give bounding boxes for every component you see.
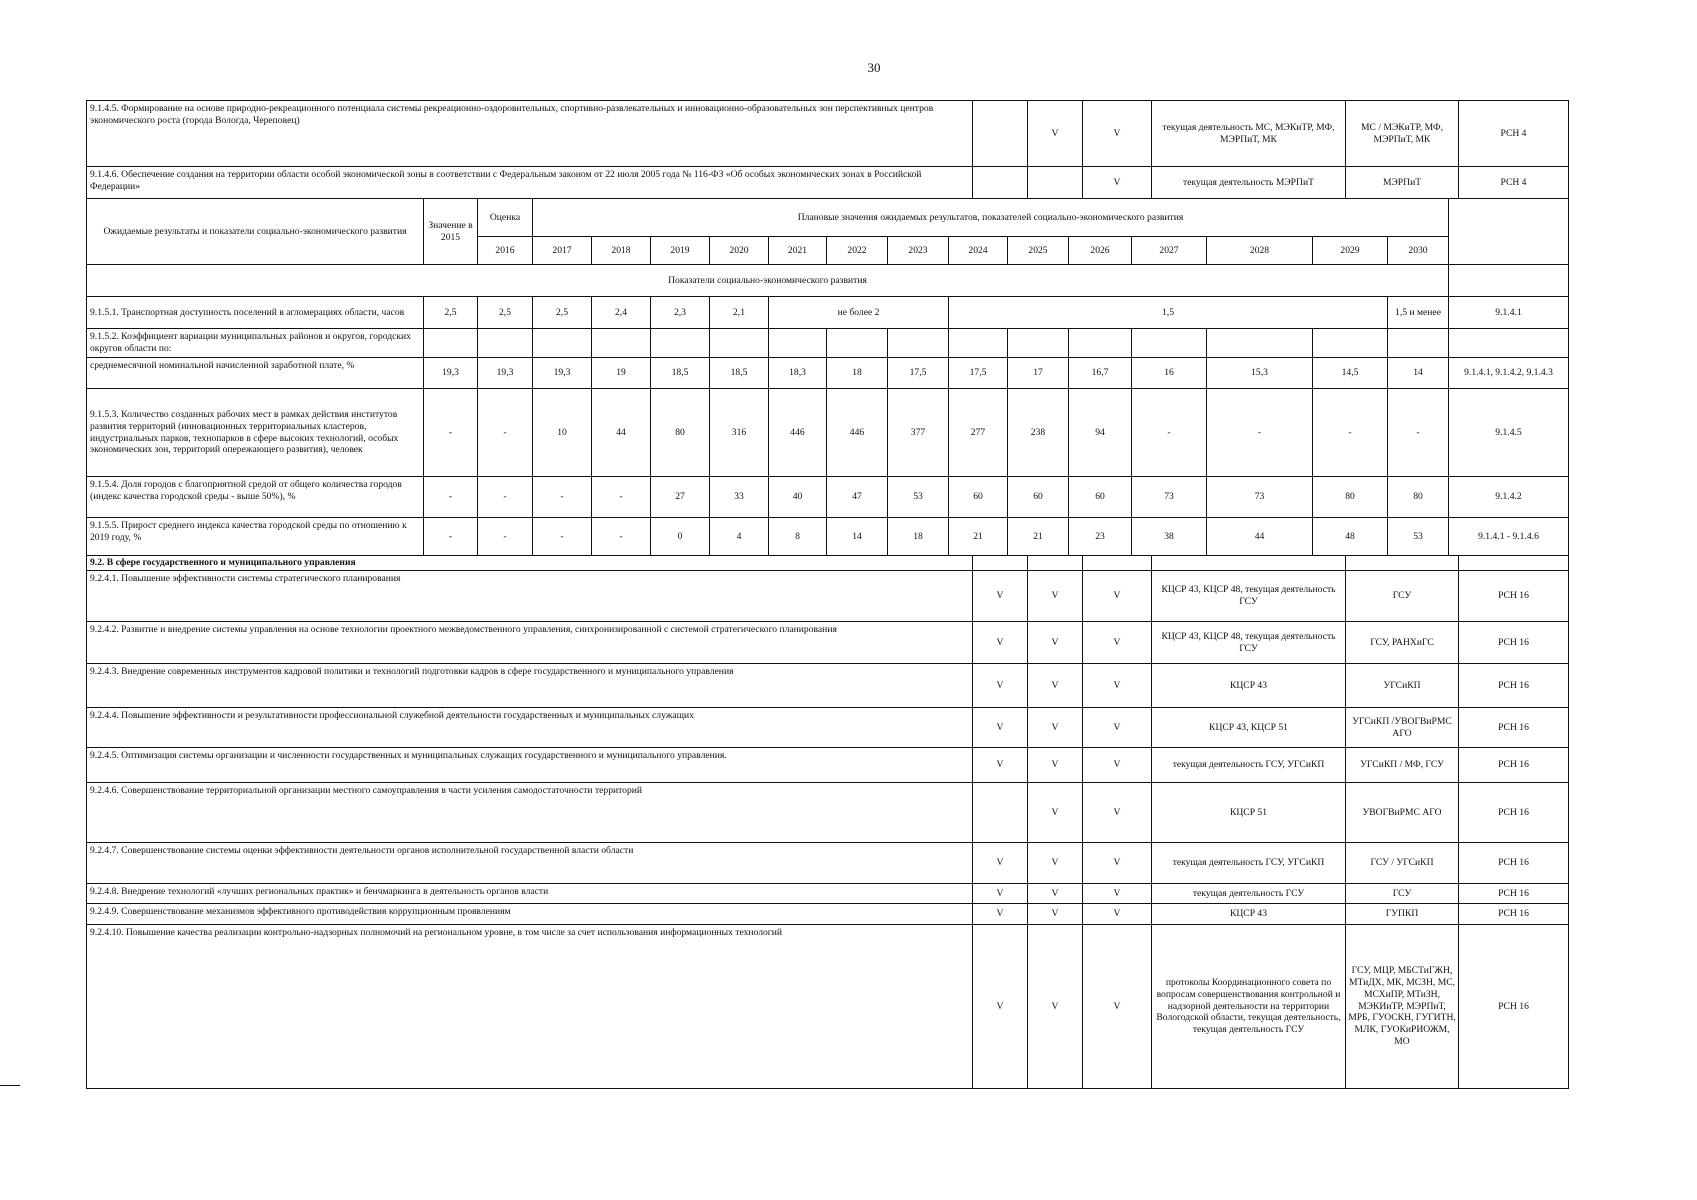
ind-9-1-5-1-ref: 9.1.4.1	[1448, 296, 1569, 329]
year-2019: 2019	[650, 236, 710, 265]
year-2017: 2017	[532, 236, 592, 265]
ind-9-1-5-5-value: -	[532, 517, 592, 556]
measure-9-2-4-8-v2: V	[1027, 883, 1083, 904]
year-2023: 2023	[887, 236, 949, 265]
measure-9-2-4-1-src: КЦСР 43, КЦСР 48, текущая деятельность ГСУ	[1151, 570, 1346, 622]
section-9-2-empty	[1082, 555, 1152, 571]
measure-9-2-4-6-src: КЦСР 51	[1151, 782, 1346, 843]
ind-9-1-5-4-value: 33	[709, 476, 769, 518]
measure-9-2-4-2-v1: V	[972, 621, 1028, 664]
measure-9-2-4-10-code: РСН 16	[1458, 924, 1569, 1089]
ind-9-1-5-4-ref: 9.1.4.2	[1448, 476, 1569, 518]
measure-9-2-4-6-v1	[972, 782, 1028, 843]
ind-9-1-5-2-title: 9.1.5.2. Коэффициент вариации муниципальных районов и округов, городских округов области по:	[86, 328, 424, 358]
measure-9-2-4-9-src: КЦСР 43	[1151, 903, 1346, 925]
ind-9-1-5-5-value: -	[591, 517, 651, 556]
measure-9-2-4-5-resp: УГСиКП / МФ, ГСУ	[1345, 747, 1459, 783]
measure-9-2-4-5-code: РСН 16	[1458, 747, 1569, 783]
ind-9-1-5-2-empty	[1448, 328, 1569, 358]
measure-9-2-4-6-code: РСН 16	[1458, 782, 1569, 843]
ind-9-1-5-5-value: 53	[1387, 517, 1449, 556]
ind-9-1-5-1-merged: 1,5	[948, 296, 1388, 329]
ind-9-1-5-2-empty	[1312, 328, 1388, 358]
ind-9-1-5-1-value: 2,3	[650, 296, 710, 329]
ind-9-1-5-2-empty	[477, 328, 533, 358]
measure-9-1-4-6-v2	[1027, 166, 1083, 199]
measure-9-2-4-1-code: РСН 16	[1458, 570, 1569, 622]
ind-9-1-5-2-value: 15,3	[1206, 357, 1313, 389]
year-2022: 2022	[826, 236, 888, 265]
year-2030: 2030	[1387, 236, 1449, 265]
measure-9-2-4-6-v3: V	[1082, 782, 1152, 843]
ind-9-1-5-4-value: 60	[948, 476, 1008, 518]
ind-9-1-5-2-value: 17	[1007, 357, 1069, 389]
section-9-2-empty	[1151, 555, 1346, 571]
year-2018: 2018	[591, 236, 651, 265]
measure-9-2-4-2-v3: V	[1082, 621, 1152, 664]
measure-9-2-4-1-v3: V	[1082, 570, 1152, 622]
ind-9-1-5-4-value: -	[591, 476, 651, 518]
year-2028: 2028	[1206, 236, 1313, 265]
measure-9-2-4-4-v1: V	[972, 707, 1028, 748]
measure-9-2-4-4-v2: V	[1027, 707, 1083, 748]
ind-9-1-5-2-empty	[948, 328, 1008, 358]
measure-9-2-4-9-v1: V	[972, 903, 1028, 925]
measure-9-2-4-8-v3: V	[1082, 883, 1152, 904]
measure-9-2-4-6-resp: УВОГВиРМС АГО	[1345, 782, 1459, 843]
ind-9-1-5-2-empty	[1007, 328, 1069, 358]
ind-9-1-5-2-empty	[768, 328, 827, 358]
ind-9-1-5-5-value: 48	[1312, 517, 1388, 556]
measure-9-2-4-5-text: 9.2.4.5. Оптимизация системы организации и численности государственных и муниципальных служащих государственного и муниципального управления.	[86, 747, 973, 783]
measure-9-2-4-3-v2: V	[1027, 663, 1083, 708]
ind-9-1-5-3-value: 44	[591, 388, 651, 477]
measure-9-2-4-4-code: РСН 16	[1458, 707, 1569, 748]
ind-9-1-5-3-value: 94	[1068, 388, 1132, 477]
measure-9-2-4-10-v2: V	[1027, 924, 1083, 1089]
measure-9-2-4-9-code: РСН 16	[1458, 903, 1569, 925]
ind-9-1-5-2-label: среднемесячной номинальной начисленной заработной плате, %	[86, 357, 424, 389]
measure-9-2-4-2-resp: ГСУ, РАНХиГС	[1345, 621, 1459, 664]
measure-9-1-4-6-code: РСН 4	[1458, 166, 1569, 199]
ind-9-1-5-2-empty	[826, 328, 888, 358]
ind-9-1-5-1-label: 9.1.5.1. Транспортная доступность поселений в агломерациях области, часов	[86, 296, 424, 329]
ind-9-1-5-2-value: 18	[826, 357, 888, 389]
measure-9-2-4-9-resp: ГУПКП	[1345, 903, 1459, 925]
ind-9-1-5-3-value: 238	[1007, 388, 1069, 477]
measure-9-2-4-5-src: текущая деятельность ГСУ, УГСиКП	[1151, 747, 1346, 783]
ind-9-1-5-1-value: 2,5	[477, 296, 533, 329]
ind-9-1-5-4-value: 73	[1131, 476, 1207, 518]
measure-9-2-4-10-text: 9.2.4.10. Повышение качества реализации контрольно-надзорных полномочий на региональном уровне, в том числе за счет использования информационных технологий	[86, 924, 973, 1089]
section-9-2-empty	[1458, 555, 1569, 571]
ind-9-1-5-4-value: 47	[826, 476, 888, 518]
measure-9-2-4-4-src: КЦСР 43, КЦСР 51	[1151, 707, 1346, 748]
ind-9-1-5-2-value: 18,5	[709, 357, 769, 389]
measure-9-2-4-3-text: 9.2.4.3. Внедрение современных инструментов кадровой политики и технологий подготовки кадров в сфере государственного и муниципального управления	[86, 663, 973, 708]
measure-9-1-4-6-text: 9.1.4.6. Обеспечение создания на территории области особой экономической зоны в соответствии с Федеральным законом от 22 июля 2005 года № 116-ФЗ «Об особых экономических зонах в Российской Федерации»	[86, 166, 973, 199]
measure-9-2-4-2-text: 9.2.4.2. Развитие и внедрение системы управления на основе технологии проектного межведомственного управления, синхронизированной с системой стратегического планирования	[86, 621, 973, 664]
ind-9-1-5-3-value: -	[1131, 388, 1207, 477]
measure-9-1-4-6-src: текущая деятельность МЭРПиТ	[1151, 166, 1346, 199]
year-2026: 2026	[1068, 236, 1132, 265]
ind-9-1-5-5-value: -	[423, 517, 478, 556]
measure-9-1-4-6-v1	[972, 166, 1028, 199]
ind-9-1-5-3-ref: 9.1.4.5	[1448, 388, 1569, 477]
header-estimate: Оценка	[477, 198, 533, 237]
ind-9-1-5-2-empty	[1387, 328, 1449, 358]
measure-9-2-4-3-resp: УГСиКП	[1345, 663, 1459, 708]
ind-9-1-5-2-empty	[709, 328, 769, 358]
ind-9-1-5-1-value: 2,1	[709, 296, 769, 329]
ind-9-1-5-2-value: 19	[591, 357, 651, 389]
ind-9-1-5-1-value: 2,5	[532, 296, 592, 329]
ind-9-1-5-3-value: -	[1387, 388, 1449, 477]
ind-9-1-5-4-value: 60	[1007, 476, 1069, 518]
margin-mark	[0, 1085, 20, 1086]
measure-9-1-4-6-v3: V	[1082, 166, 1152, 199]
ind-9-1-5-5-label: 9.1.5.5. Прирост среднего индекса качества городской среды по отношению к 2019 году, %	[86, 517, 424, 556]
measure-9-2-4-3-v3: V	[1082, 663, 1152, 708]
measure-9-2-4-7-resp: ГСУ / УГСиКП	[1345, 842, 1459, 884]
ind-9-1-5-5-value: 8	[768, 517, 827, 556]
ind-9-1-5-4-value: 60	[1068, 476, 1132, 518]
header-label: Ожидаемые результаты и показатели социально-экономического развития	[86, 198, 424, 265]
section-9-2-empty	[1345, 555, 1459, 571]
year-2025: 2025	[1007, 236, 1069, 265]
ind-9-1-5-2-value: 14,5	[1312, 357, 1388, 389]
ind-9-1-5-2-value: 19,3	[423, 357, 478, 389]
ind-9-1-5-2-empty	[650, 328, 710, 358]
ind-9-1-5-5-value: 18	[887, 517, 949, 556]
ind-9-1-5-5-value: 21	[948, 517, 1008, 556]
ind-9-1-5-3-value: 446	[826, 388, 888, 477]
ind-9-1-5-3-value: 377	[887, 388, 949, 477]
measure-9-2-4-8-code: РСН 16	[1458, 883, 1569, 904]
measure-9-2-4-10-v1: V	[972, 924, 1028, 1089]
measure-9-2-4-1-text: 9.2.4.1. Повышение эффективности системы стратегического планирования	[86, 570, 973, 622]
ind-9-1-5-4-value: 80	[1312, 476, 1388, 518]
measure-9-2-4-1-v1: V	[972, 570, 1028, 622]
measure-9-1-4-5-resp: МС / МЭКиТР, МФ, МЭРПиТ, МК	[1345, 100, 1459, 167]
ind-9-1-5-4-value: 73	[1206, 476, 1313, 518]
measure-9-1-4-5-v3: V	[1082, 100, 1152, 167]
year-2021: 2021	[768, 236, 827, 265]
section-9-2: 9.2. В сфере государственного и муниципального управления	[86, 555, 973, 571]
section-indicators-ref	[1448, 264, 1569, 297]
measure-9-2-4-9-v2: V	[1027, 903, 1083, 925]
ind-9-1-5-5-value: -	[477, 517, 533, 556]
ind-9-1-5-2-empty	[1068, 328, 1132, 358]
ind-9-1-5-3-value: -	[1206, 388, 1313, 477]
measure-9-2-4-7-v3: V	[1082, 842, 1152, 884]
header-planned: Плановые значения ожидаемых результатов, показателей социально-экономического развития	[532, 198, 1449, 237]
year-2027: 2027	[1131, 236, 1207, 265]
ind-9-1-5-4-value: -	[477, 476, 533, 518]
measure-9-2-4-6-text: 9.2.4.6. Совершенствование территориальной организации местного самоуправления в части усиления самодостаточности территорий	[86, 782, 973, 843]
measure-9-1-4-5-v1	[972, 100, 1028, 167]
measure-9-2-4-3-src: КЦСР 43	[1151, 663, 1346, 708]
measure-9-2-4-2-v2: V	[1027, 621, 1083, 664]
ind-9-1-5-3-label: 9.1.5.3. Количество созданных рабочих мест в рамках действия институтов развития территорий (инновационных территориальных кластеров, индустриальных парков, технопарков в сфере высоких технологий, особых экономических зон, территорий опережающего развития), человек	[86, 388, 424, 477]
ind-9-1-5-5-value: 4	[709, 517, 769, 556]
ind-9-1-5-5-value: 21	[1007, 517, 1069, 556]
year-2029: 2029	[1312, 236, 1388, 265]
measure-9-2-4-10-v3: V	[1082, 924, 1152, 1089]
ind-9-1-5-2-ref: 9.1.4.1, 9.1.4.2, 9.1.4.3	[1448, 357, 1569, 389]
measure-9-2-4-5-v2: V	[1027, 747, 1083, 783]
year-2016: 2016	[477, 236, 533, 265]
section-indicators: Показатели социально-экономического развития	[86, 264, 1449, 297]
year-2024: 2024	[948, 236, 1008, 265]
measure-9-2-4-7-v2: V	[1027, 842, 1083, 884]
header-ref	[1448, 198, 1569, 265]
measure-9-2-4-3-v1: V	[972, 663, 1028, 708]
measure-9-1-4-5-src: текущая деятельность МС, МЭКиТР, МФ, МЭРПиТ, МК	[1151, 100, 1346, 167]
measure-9-1-4-6-resp: МЭРПиТ	[1345, 166, 1459, 199]
measure-9-2-4-8-text: 9.2.4.8. Внедрение технологий «лучших региональных практик» и бенчмаркинга в деятельность органов власти	[86, 883, 973, 904]
ind-9-1-5-2-empty	[423, 328, 478, 358]
measure-9-1-4-5-text: 9.1.4.5. Формирование на основе природно-рекреационного потенциала системы рекреационно-оздоровительных, спортивно-развлекательных и инновационно-образовательных зон перспективных центров экономического роста (города Вологда, Череповец)	[86, 100, 973, 167]
ind-9-1-5-2-empty	[532, 328, 592, 358]
strategy-table	[86, 100, 1568, 1088]
ind-9-1-5-2-value: 16,7	[1068, 357, 1132, 389]
ind-9-1-5-3-value: 80	[650, 388, 710, 477]
ind-9-1-5-2-empty	[1131, 328, 1207, 358]
measure-9-2-4-2-code: РСН 16	[1458, 621, 1569, 664]
measure-9-2-4-2-src: КЦСР 43, КЦСР 48, текущая деятельность ГСУ	[1151, 621, 1346, 664]
measure-9-2-4-4-v3: V	[1082, 707, 1152, 748]
ind-9-1-5-4-value: -	[532, 476, 592, 518]
ind-9-1-5-4-value: 27	[650, 476, 710, 518]
measure-9-2-4-1-resp: ГСУ	[1345, 570, 1459, 622]
section-9-2-empty	[972, 555, 1028, 571]
ind-9-1-5-1-merged: не более 2	[768, 296, 949, 329]
ind-9-1-5-2-value: 16	[1131, 357, 1207, 389]
measure-9-2-4-7-src: текущая деятельность ГСУ, УГСиКП	[1151, 842, 1346, 884]
ind-9-1-5-5-value: 44	[1206, 517, 1313, 556]
ind-9-1-5-2-value: 19,3	[532, 357, 592, 389]
ind-9-1-5-3-value: 446	[768, 388, 827, 477]
ind-9-1-5-5-value: 0	[650, 517, 710, 556]
year-2020: 2020	[709, 236, 769, 265]
ind-9-1-5-5-ref: 9.1.4.1 - 9.1.4.6	[1448, 517, 1569, 556]
ind-9-1-5-2-value: 19,3	[477, 357, 533, 389]
ind-9-1-5-3-value: 277	[948, 388, 1008, 477]
ind-9-1-5-3-value: -	[477, 388, 533, 477]
ind-9-1-5-4-value: 40	[768, 476, 827, 518]
measure-9-2-4-7-code: РСН 16	[1458, 842, 1569, 884]
measure-9-2-4-5-v3: V	[1082, 747, 1152, 783]
ind-9-1-5-4-label: 9.1.5.4. Доля городов с благоприятной средой от общего количества городов (индекс качества городской среды - выше 50%), %	[86, 476, 424, 518]
ind-9-1-5-2-value: 17,5	[948, 357, 1008, 389]
ind-9-1-5-1-value: 2,4	[591, 296, 651, 329]
ind-9-1-5-2-value: 14	[1387, 357, 1449, 389]
ind-9-1-5-2-value: 18,5	[650, 357, 710, 389]
ind-9-1-5-4-value: -	[423, 476, 478, 518]
measure-9-2-4-8-src: текущая деятельность ГСУ	[1151, 883, 1346, 904]
measure-9-2-4-8-resp: ГСУ	[1345, 883, 1459, 904]
ind-9-1-5-4-value: 53	[887, 476, 949, 518]
ind-9-1-5-3-value: 316	[709, 388, 769, 477]
measure-9-2-4-6-v2: V	[1027, 782, 1083, 843]
measure-9-2-4-10-src: протоколы Координационного совета по вопросам совершенствования контрольной и надзорной деятельности на территории Вологодской области, текущая деятельность, текущая деятельность ГСУ	[1151, 924, 1346, 1089]
ind-9-1-5-3-value: -	[423, 388, 478, 477]
measure-9-2-4-4-text: 9.2.4.4. Повышение эффективности и результативности профессиональной служебной деятельности государственных и муниципальных служащих	[86, 707, 973, 748]
measure-9-2-4-1-v2: V	[1027, 570, 1083, 622]
ind-9-1-5-2-value: 17,5	[887, 357, 949, 389]
ind-9-1-5-5-value: 14	[826, 517, 888, 556]
measure-9-2-4-10-resp: ГСУ, МЦР, МБСТиГЖН, МТиДХ, МК, МСЗН, МС, МСХиПР, МТиЗН, МЭКИиТР, МЭРПиТ, МРБ, ГУОСКН, ГУГИТН, МЛК, ГУОКиРИОЖМ, МО	[1345, 924, 1459, 1089]
measure-9-1-4-5-v2: V	[1027, 100, 1083, 167]
measure-9-2-4-3-code: РСН 16	[1458, 663, 1569, 708]
measure-9-2-4-5-v1: V	[972, 747, 1028, 783]
ind-9-1-5-2-empty	[1206, 328, 1313, 358]
measure-9-2-4-9-v3: V	[1082, 903, 1152, 925]
measure-9-1-4-5-code: РСН 4	[1458, 100, 1569, 167]
measure-9-2-4-7-text: 9.2.4.7. Совершенствование системы оценки эффективности деятельности органов исполнительной государственной власти области	[86, 842, 973, 884]
measure-9-2-4-4-resp: УГСиКП /УВОГВиРМС АГО	[1345, 707, 1459, 748]
ind-9-1-5-3-value: 10	[532, 388, 592, 477]
measure-9-2-4-9-text: 9.2.4.9. Совершенствование механизмов эффективного противодействия коррупционным проявлениям	[86, 903, 973, 925]
ind-9-1-5-4-value: 80	[1387, 476, 1449, 518]
ind-9-1-5-2-empty	[591, 328, 651, 358]
ind-9-1-5-1-value: 2,5	[423, 296, 478, 329]
section-9-2-empty	[1027, 555, 1083, 571]
ind-9-1-5-5-value: 38	[1131, 517, 1207, 556]
header-value-2015: Значение в 2015	[423, 198, 478, 265]
measure-9-2-4-8-v1: V	[972, 883, 1028, 904]
ind-9-1-5-2-value: 18,3	[768, 357, 827, 389]
ind-9-1-5-5-value: 23	[1068, 517, 1132, 556]
ind-9-1-5-2-empty	[887, 328, 949, 358]
ind-9-1-5-1-merged: 1,5 и менее	[1387, 296, 1449, 329]
measure-9-2-4-7-v1: V	[972, 842, 1028, 884]
page-number: 30	[867, 60, 881, 75]
ind-9-1-5-3-value: -	[1312, 388, 1388, 477]
